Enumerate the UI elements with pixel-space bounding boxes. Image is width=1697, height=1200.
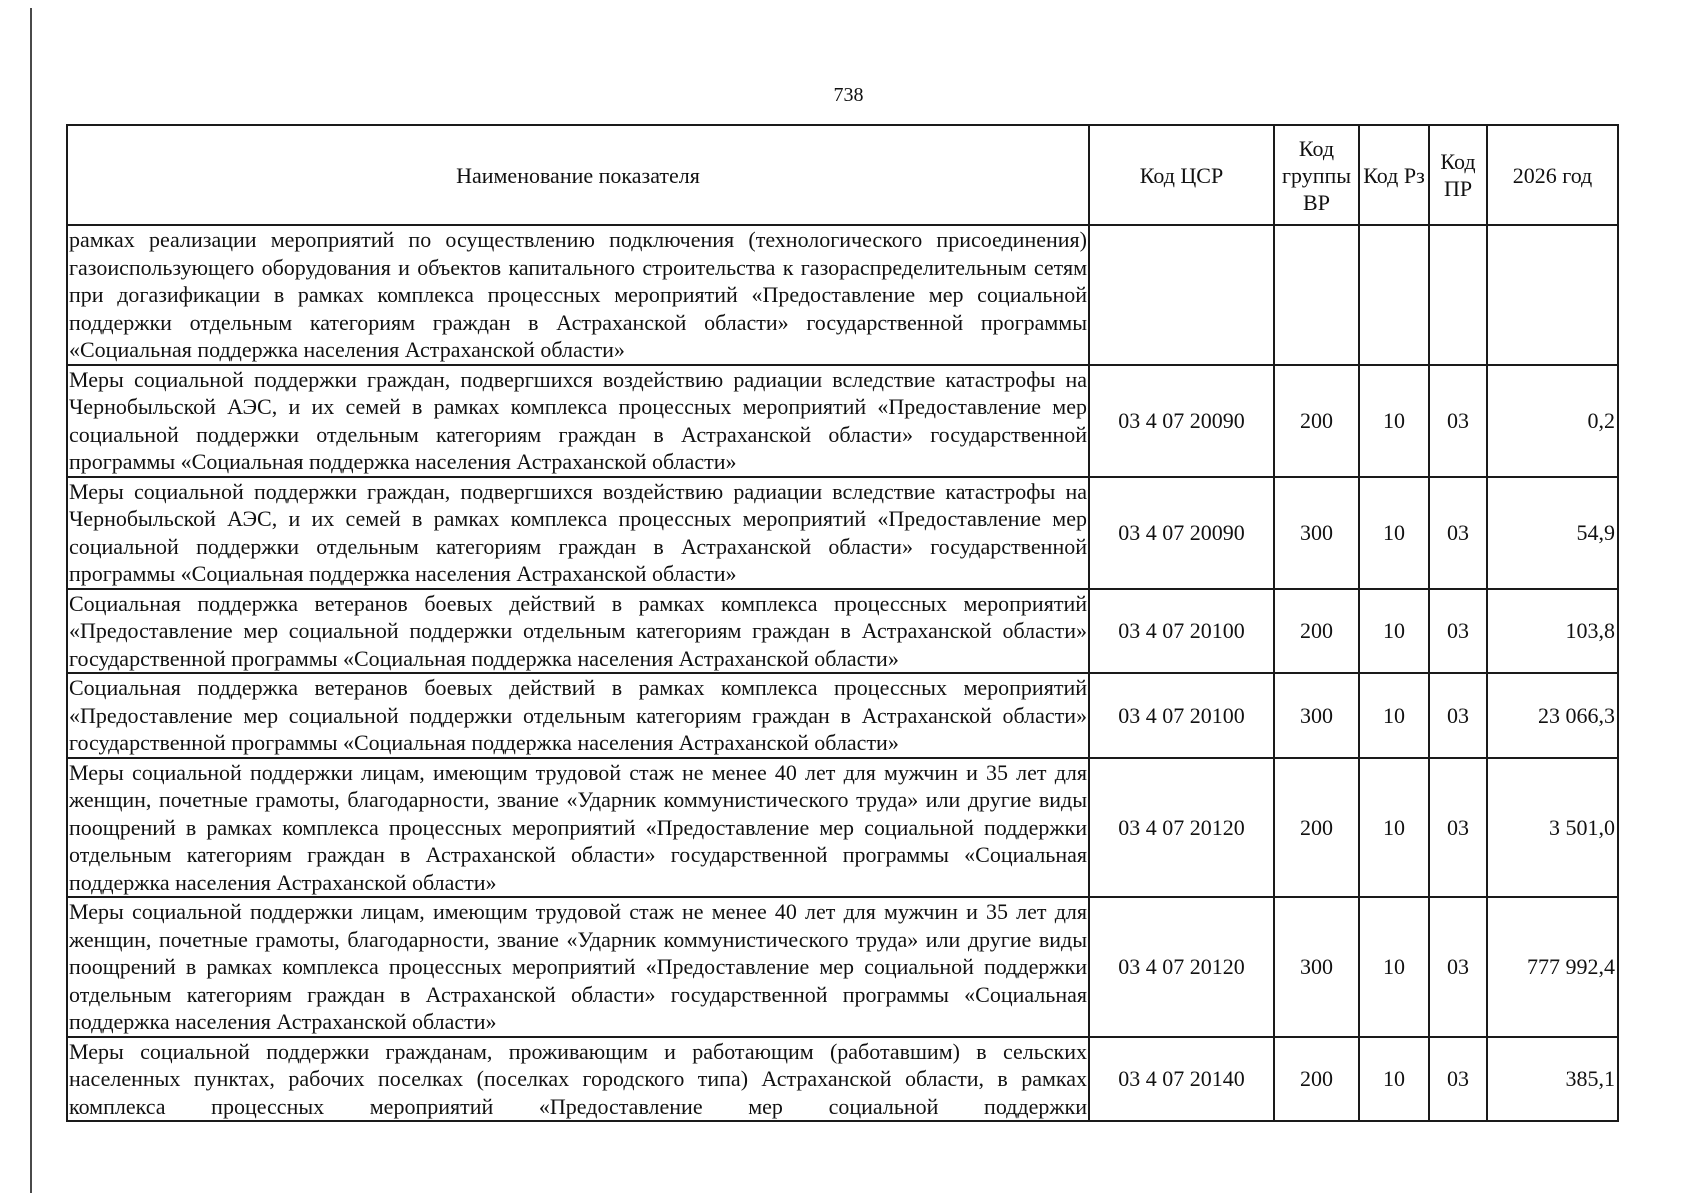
row-vr-code: 300 [1274,477,1359,589]
table-row [67,758,1618,898]
row-pr-code: 03 [1429,477,1487,589]
row-pr-code: 03 [1429,1037,1487,1122]
table-row [67,477,1618,589]
row-amount-2026: 23 066,3 [1487,673,1618,758]
row-vr-code: 300 [1274,897,1359,1037]
header-year-2026: 2026 год [1487,125,1618,225]
row-amount-2026: 0,2 [1487,365,1618,477]
row-csr-code: 03 4 07 20100 [1089,589,1274,674]
row-csr-code: 03 4 07 20100 [1089,673,1274,758]
row-vr-code: 200 [1274,1037,1359,1122]
row-rz-code: 10 [1359,673,1429,758]
header-rz-code: Код Рз [1359,125,1429,225]
row-name: рамках реализации мероприятий по осуществлению подключения (технологического присоединения) газоиспользующего оборудования и объектов капитального строительства к газораспределительным сетям при догазификации в рамках комплекса процессных мероприятий «Предоставление мер социальной поддержки отдельным категориям граждан в Астраханской области» государственной программы «Социальная поддержка населения Астраханской области» [67,225,1089,365]
row-pr-code: 03 [1429,897,1487,1037]
table-row [67,897,1618,1037]
row-amount-2026: 777 992,4 [1487,897,1618,1037]
row-amount-2026: 385,1 [1487,1037,1618,1122]
row-pr-code: 03 [1429,673,1487,758]
table-row [67,365,1618,477]
row-amount-2026: 3 501,0 [1487,758,1618,898]
row-csr-code: 03 4 07 20120 [1089,897,1274,1037]
header-vr-code: Код группы ВР [1274,125,1359,225]
row-pr-code [1429,225,1487,365]
table-row [67,1037,1618,1122]
row-pr-code: 03 [1429,589,1487,674]
row-csr-code [1089,225,1274,365]
row-vr-code: 200 [1274,365,1359,477]
budget-table [66,124,1619,1122]
row-name: Социальная поддержка ветеранов боевых действий в рамках комплекса процессных мероприятий «Предоставление мер социальной поддержки отдельным категориям граждан в Астраханской области» государственной программы «Социальная поддержка населения Астраханской области» [67,673,1089,758]
header-pr-code: Код ПР [1429,125,1487,225]
row-csr-code: 03 4 07 20140 [1089,1037,1274,1122]
row-name: Меры социальной поддержки граждан, подвергшихся воздействию радиации вследствие катастрофы на Чернобыльской АЭС, и их семей в рамках комплекса процессных мероприятий «Предоставление мер социальной поддержки отдельным категориям граждан в Астраханской области» государственной программы «Социальная поддержка населения Астраханской области» [67,365,1089,477]
table-row [67,589,1618,674]
row-vr-code [1274,225,1359,365]
row-rz-code: 10 [1359,897,1429,1037]
row-pr-code: 03 [1429,758,1487,898]
table-row [67,225,1618,365]
row-rz-code: 10 [1359,758,1429,898]
row-amount-2026: 54,9 [1487,477,1618,589]
row-name: Меры социальной поддержки лицам, имеющим трудовой стаж не менее 40 лет для мужчин и 35 лет для женщин, почетные грамоты, благодарности, звание «Ударник коммунистического труда» или другие виды поощрений в рамках комплекса процессных мероприятий «Предоставление мер социальной поддержки отдельным категориям граждан в Астраханской области» государственной программы «Социальная поддержка населения Астраханской области» [67,897,1089,1037]
header-csr-code: Код ЦСР [1089,125,1274,225]
row-rz-code [1359,225,1429,365]
page-number: 738 [833,84,864,106]
row-rz-code: 10 [1359,365,1429,477]
header-name: Наименование показателя [67,125,1089,225]
row-vr-code: 200 [1274,758,1359,898]
row-name: Меры социальной поддержки гражданам, проживающим и работающим (работавшим) в сельских населенных пунктах, рабочих поселках (поселках городского типа) Астраханской области, в рамках комплекса процессных мероприятий «Предоставление мер социальной поддержки [67,1037,1089,1122]
row-rz-code: 10 [1359,589,1429,674]
row-amount-2026 [1487,225,1618,365]
row-pr-code: 03 [1429,365,1487,477]
row-name: Меры социальной поддержки лицам, имеющим трудовой стаж не менее 40 лет для мужчин и 35 лет для женщин, почетные грамоты, благодарности, звание «Ударник коммунистического труда» или другие виды поощрений в рамках комплекса процессных мероприятий «Предоставление мер социальной поддержки отдельным категориям граждан в Астраханской области» государственной программы «Социальная поддержка населения Астраханской области» [67,758,1089,898]
row-rz-code: 10 [1359,1037,1429,1122]
row-rz-code: 10 [1359,477,1429,589]
row-vr-code: 200 [1274,589,1359,674]
row-vr-code: 300 [1274,673,1359,758]
row-name: Меры социальной поддержки граждан, подвергшихся воздействию радиации вследствие катастрофы на Чернобыльской АЭС, и их семей в рамках комплекса процессных мероприятий «Предоставление мер социальной поддержки отдельным категориям граждан в Астраханской области» государственной программы «Социальная поддержка населения Астраханской области» [67,477,1089,589]
table-header-row [67,125,1618,225]
row-csr-code: 03 4 07 20090 [1089,365,1274,477]
binding-edge-line [30,8,32,1193]
row-name: Социальная поддержка ветеранов боевых действий в рамках комплекса процессных мероприятий «Предоставление мер социальной поддержки отдельным категориям граждан в Астраханской области» государственной программы «Социальная поддержка населения Астраханской области» [67,589,1089,674]
row-csr-code: 03 4 07 20120 [1089,758,1274,898]
row-csr-code: 03 4 07 20090 [1089,477,1274,589]
row-amount-2026: 103,8 [1487,589,1618,674]
table-row [67,673,1618,758]
